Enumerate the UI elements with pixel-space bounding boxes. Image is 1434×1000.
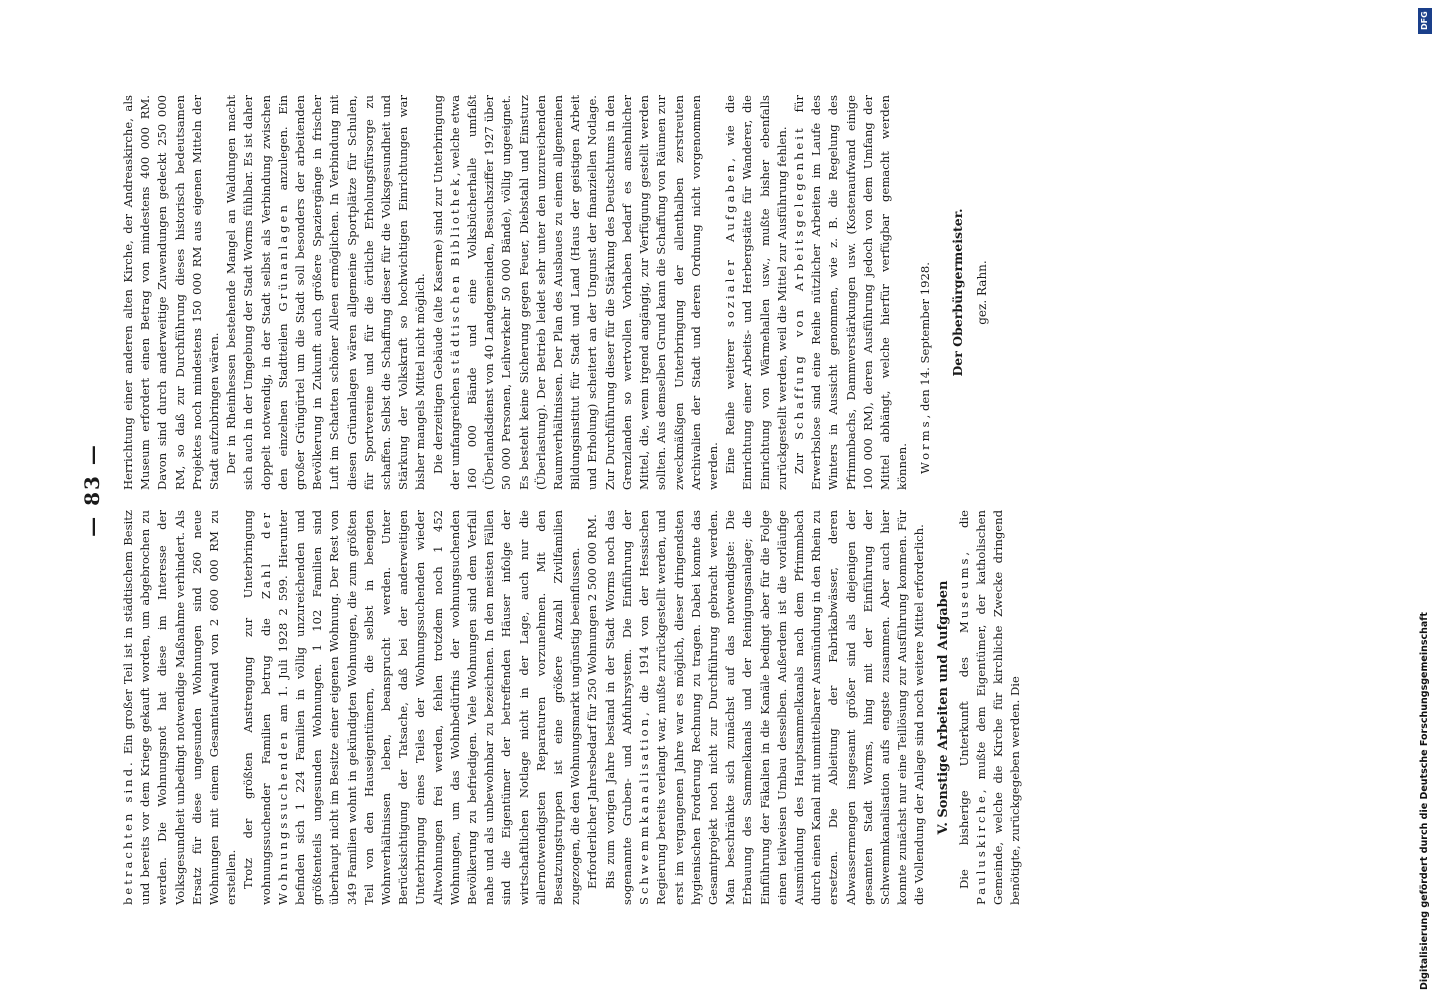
emphasis: städtischen Bibliothek — [447, 176, 462, 374]
emphasis: Zahl der Wohnungssuchenden — [258, 510, 290, 905]
dfg-logo-icon: DFG — [1418, 8, 1432, 34]
paragraph: Trotz der größten Anstrengung zur Unterbringung wohnungssuchender Familien betrug die Zahl der Wohnungssuchenden am 1. Juli 1928 2 599. Hierunter befinden sich 1 224 Familien in völlig unzureichenden und größtenteils ungesunden Wohnungen. 1 102 Familien sind überhaupt nicht im Besitze einer eigenen Wohnung. Der Rest von 349 Familien wohnt in gekündigten Wohnungen, die zum größten Teil von den Hauseigentümern, die selbst in beengten Wohnverhältnissen leben, beansprucht werden. Unter Berücksichtigung der Tatsache, daß bei der anderweitigen Unterbringung eines Teiles der Wohnungssuchenden wieder Altwohnungen frei werden, fehlen trotzdem noch 1 452 Wohnungen, um das Wohnbedürfnis der wohnungsuchenden Bevölkerung zu befriedigen. Viele Wohnungen sind dem Verfall nahe und als unbewohnbar zu bezeichnen. In den meisten Fällen sind die Eigentümer der betreffenden Häuser infolge der wirtschaftlichen Notlage nicht in der Lage, auch nur die allernotwendigsten Reparaturen vorzunehmen. Mit den Besatzungstruppen ist eine größere Anzahl Zivilfamilien zugezogen, die den Wohnungsmarkt ungünstig beeinflussen. — [241, 510, 583, 905]
emphasis: betrachten sind. — [121, 759, 135, 905]
paragraph: betrachten sind. Ein großer Teil ist in städtischem Besitz und bereits vor dem Kriege gekauft worden, um abgebrochen zu werden. Die Wohnungsnot hat diese im Interesse der Volksgesundheit unbedingt notwendige Maßnahme verhindert. Als Ersatz für diese ungesunden Wohnungen sind 260 neue Wohnungen mit einem Gesamtaufwand von 2 600 000 RM zu erstellen. — [121, 510, 239, 905]
emphasis: Museums — [956, 555, 971, 634]
text-column-right — [120, 95, 991, 490]
digitization-credit: Digitalisierung gefördert durch die Deutsche Forschungsgemeinschaft — [1419, 612, 1430, 990]
paragraph: Erforderlicher Jahresbedarf für 250 Wohnungen 2 500 000 RM. — [585, 514, 600, 889]
paragraph: Der in Rheinhessen bestehende Mangel an Waldungen macht sich auch in der Umgebung der Stadt Worms fühlbar. Es ist daher doppelt notwendig, in der Stadt selbst als Verbindung zwischen den einzelnen Stadtteilen Grünanlagen anzulegen. Ein großer Grüngürtel um die Stadt soll besonders der arbeitenden Bevölkerung in Zukunft auch größere Spaziergänge in frischer Luft im Schatten schöner Alleen ermöglichen. In Verbindung mit diesen Grünanlagen wären allgemeine Sportplätze für Schulen, für Sportvereine und für die örtliche Erholungsfürsorge zu schaffen. Selbst die Schaffung dieser für die Volksgesundheit und Stärkung der Volkskraft so hochwichtigen Einrichtungen war bisher mangels Mittel nicht möglich. — [224, 95, 428, 490]
emphasis: Schwemmkanalisation — [637, 715, 652, 905]
paragraph: Bis zum vorigen Jahre bestand in der Stadt Worms noch das sogenannte Gruben- und Abfuhrsystem. Die Einführung der Schwemmkanalisation, die 1914 von der Hessischen Regierung bereits verlangt war, mußte zurückgestellt werden, und erst im vergangenen Jahre war es möglich, dieser dringendsten hygienischen Forderung Rechnung zu tragen. Dabei konnte das Gesamtprojekt noch nicht zur Durchführung gebracht werden. Man beschränkte sich zunächst auf das notwendigste: Die Erbauung des Sammelkanals und der Reinigungsanlage; die Einführung der Fäkalien in die Kanäle bedingt aber für die Folge einen teilweisen Umbau desselben. Außerdem ist die vorläufige Ausmündung des Hauptsammelkanals nach dem Pfrimmbach durch einen Kanal mit unmittelbarer Ausmündung in den Rhein zu ersetzen. Die Ableitung der Fabrikabwässer, deren Abwassermengen insgesamt größer sind als diejenigen der gesamten Stadt Worms, hing mit der Einführung der Schwemmkanalisation aufs engste zusammen. Aber auch hier konnte zunächst nur eine Teillösung zur Ausführung kommen. Für die Vollendung der Anlage sind noch weitere Mittel erforderlich. — [602, 510, 927, 905]
emphasis: Grünanlagen — [275, 202, 290, 312]
paragraph: Herrichtung einer anderen alten Kirche, der Andreaskirche, als Museum erfordert einen Betrag von mindestens 400 000 RM. Davon sind durch anderweitige Zuwendungen gedeckt 250 000 RM, so daß zur Durchführung dieses historisch bedeutsamen Projektes noch mindestens 150 000 RM aus eigenen Mitteln der Stadt aufzubringen wären. — [121, 95, 222, 490]
paragraph: Die derzeitigen Gebäude (alte Kaserne) sind zur Unterbringung der umfangreichen städtischen Bibliothek, welche etwa 160 000 Bände und eine Volksbücherhalle umfaßt (Überlandsdienst von 40 Landgemeinden, Besuchsziffer 1927 über 50 000 Personen, Leihverkehr 50 000 Bände), völlig ungeeignet. Es besteht keine Sicherung gegen Feuer, Diebstahl und Einsturz (Überlastung). Der Betrieb leidet sehr unter den unzureichenden Raumverhältnissen. Der Plan des Ausbaues zu einem allgemeinen Bildungsinstitut für Stadt und Land (Haus der geistigen Arbeit und Erholung) scheitert an der Ungunst der finanziellen Notlage. Zur Durchführung dieser für die Stärkung des Deutschtums in den Grenzlanden so wertvollen Vorhaben bedarf es ansehnlicher Mittel, die, wenn irgend angängig, zur Verfügung gestellt werden sollten. Aus demselben Grund kann die Schaffung von Räumen zur zweckmäßigen Unterbringung der allenthalben zerstreuten Archivalien der Stadt und deren Ordnung nicht vorgenommen werden. — [430, 95, 720, 490]
emphasis: Pauluskirche — [973, 793, 988, 905]
text-column-left — [120, 510, 1025, 905]
date-line: Worms, den 14. September 1928. — [918, 262, 933, 474]
place-name: Worms — [918, 418, 933, 474]
digitization-sidebar — [1418, 8, 1432, 992]
emphasis: sozialer Aufgaben — [723, 161, 738, 328]
emphasis: Schaffung von Arbeitsgelegenheit — [791, 125, 806, 440]
section-heading: V. Sonstige Arbeiten und Aufgaben — [935, 580, 951, 835]
signature-line: gez. Rahn. — [974, 260, 989, 325]
paragraph: Eine Reihe weiterer sozialer Aufgaben, wie die Einrichtung einer Arbeits- und Herbergstätte für Wanderer, die Einrichtung von Wärmehallen usw., mußte bisher ebenfalls zurückgestellt werden, weil die Mittel zur Ausführung fehlen. — [723, 94, 789, 490]
paragraph: Die bisherige Unterkunft des Museums, die Pauluskirche, mußte dem Eigentümer, der katholischen Gemeinde, welche die Kirche für kirchliche Zwecke dringend benötigte, zurückgegeben werden. Die — [956, 510, 1023, 905]
page-number: — 83 — — [80, 443, 104, 537]
paragraph: Zur Schaffung von Arbeitsgelegenheit für Erwerbslose sind eine Reihe nützlicher Arbeiten im Laufe des Winters in Aussicht genommen, wie z. B. die Regelung des Pfrimmbachs, Dammverstärkungen usw. (Kostenaufwand einige 100 000 RM), deren Ausführung jedoch von dem Umfang der Mittel abhängt, welche hierfür verfügbar gemacht werden können. — [791, 95, 910, 490]
signer-title: Der Oberbürgermeister. — [949, 208, 965, 377]
